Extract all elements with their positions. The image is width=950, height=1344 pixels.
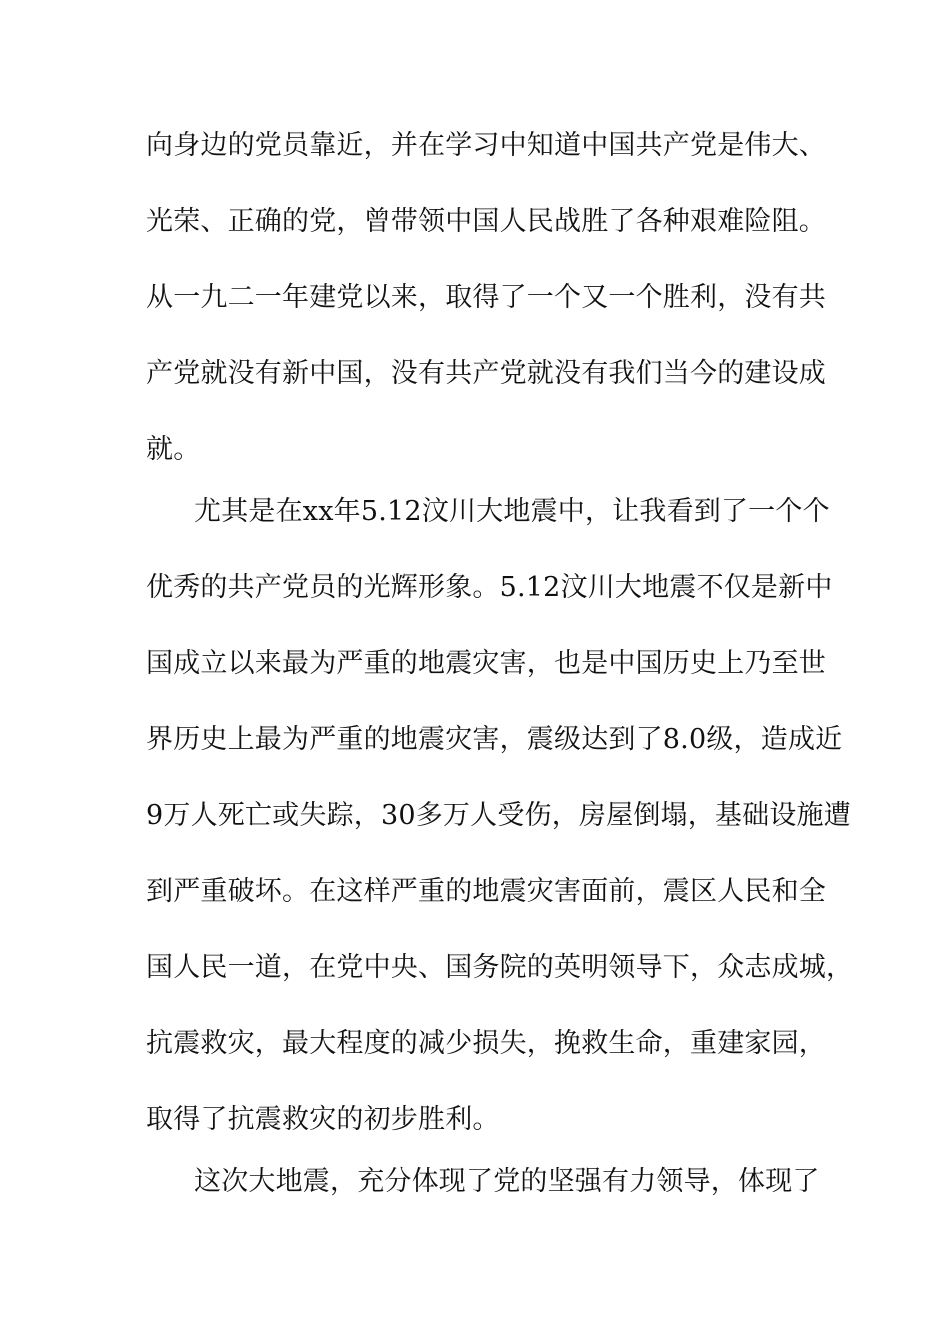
text-line-14: 取得了抗震救灾的初步胜利。 — [146, 1104, 500, 1135]
text-line-1: 向身边的党员靠近，并在学习中知道中国共产党是伟大、 — [146, 130, 826, 161]
text-line-11: 到严重破坏。在这样严重的地震灾害面前，震区人民和全 — [146, 876, 826, 907]
text-line-6: 尤其是在xx年5.12汶川大地震中，让我看到了一个个 — [194, 496, 830, 527]
text-line-10: 9万人死亡或失踪，30多万人受伤，房屋倒塌，基础设施遭 — [146, 800, 851, 831]
text-line-5: 就。 — [146, 434, 201, 465]
text-line-12: 国人民一道，在党中央、国务院的英明领导下，众志成城， — [146, 952, 854, 983]
text-line-15: 这次大地震，充分体现了党的坚强有力领导，体现了 — [194, 1166, 820, 1197]
text-line-2: 光荣、正确的党，曾带领中国人民战胜了各种艰难险阻。 — [146, 206, 826, 237]
text-line-4: 产党就没有新中国，没有共产党就没有我们当今的建设成 — [146, 358, 826, 389]
text-line-9: 界历史上最为严重的地震灾害，震级达到了8.0级，造成近 — [146, 724, 843, 755]
text-line-13: 抗震救灾，最大程度的减少损失，挽救生命，重建家园， — [146, 1028, 826, 1059]
text-line-3: 从一九二一年建党以来，取得了一个又一个胜利，没有共 — [146, 282, 826, 313]
text-line-7: 优秀的共产党员的光辉形象。5.12汶川大地震不仅是新中 — [146, 572, 833, 603]
text-line-8: 国成立以来最为严重的地震灾害，也是中国历史上乃至世 — [146, 648, 826, 679]
